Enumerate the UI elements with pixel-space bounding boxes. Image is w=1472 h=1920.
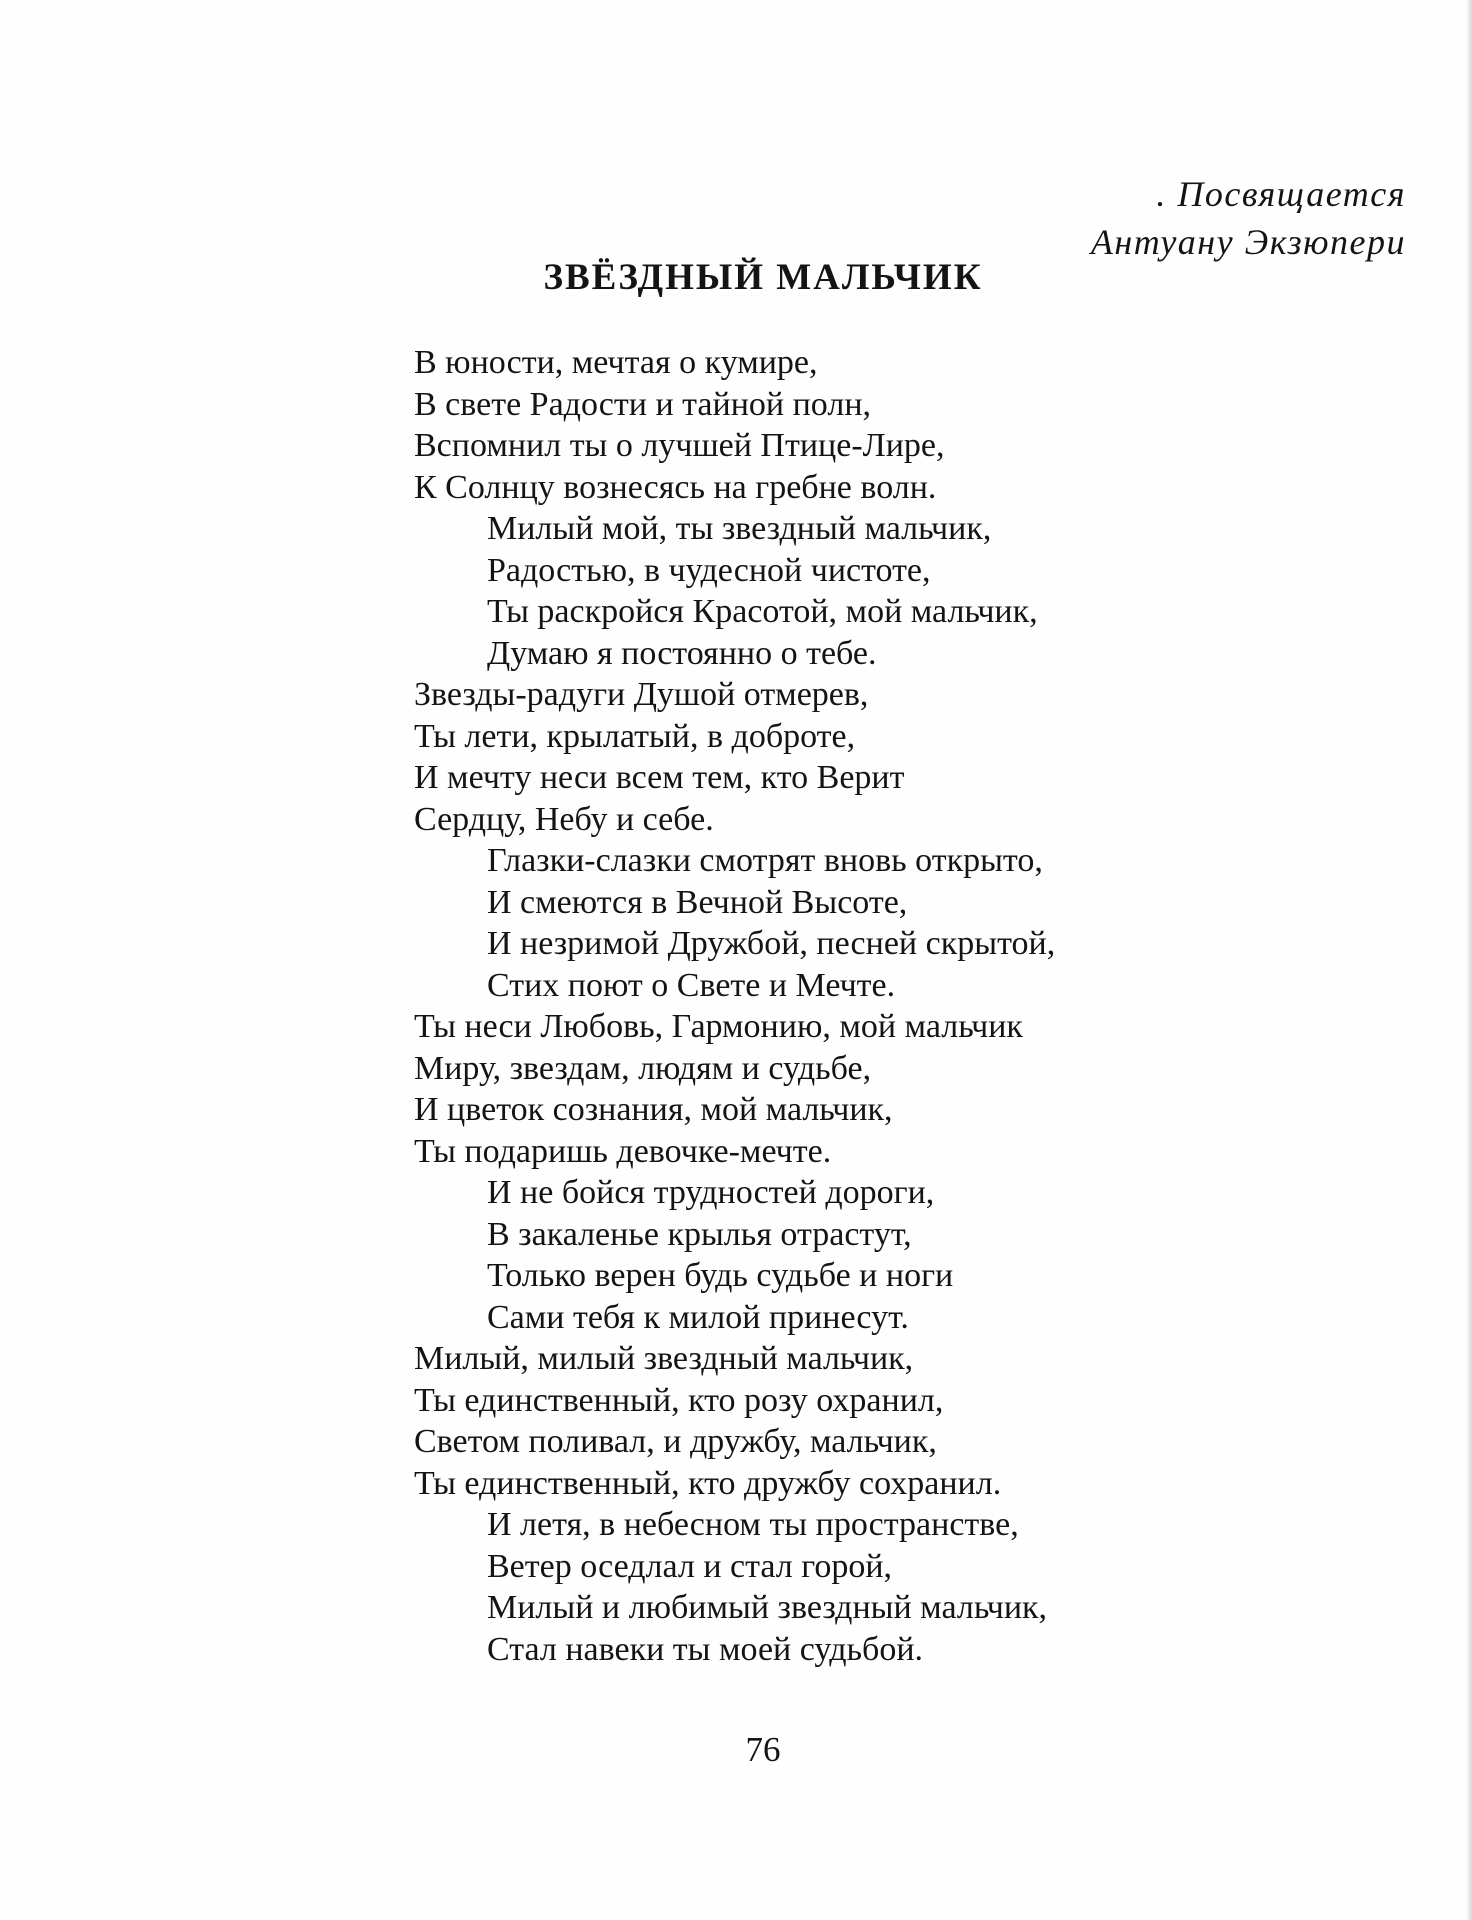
poem-line: В юности, мечтая о кумире, (414, 344, 818, 381)
poem-line: Стих поют о Свете и Мечте. (487, 966, 896, 1004)
dedication-line-2: Антуану Экзюпери (1090, 222, 1406, 262)
poem-line: Милый и любимый звездный мальчик, (487, 1589, 1048, 1626)
page-number: 76 (745, 1730, 781, 1769)
poem-line: Ты подаришь девочке-мечте. (414, 1132, 832, 1170)
poem-body (414, 342, 1414, 1670)
poem-line: Вспомнил ты о лучшей Птице-Лире, (414, 427, 945, 464)
poem-line: И мечту неси всем тем, кто Верит (414, 759, 905, 796)
poem-line: В закаленье крылья отрастут, (487, 1215, 912, 1253)
poem-line: Звезды-радуги Душой отмерев, (414, 676, 869, 713)
poem-title: ЗВЁЗДНЫЙ МАЛЬЧИК (543, 257, 983, 298)
dedication-line-1: . Посвящается (1156, 174, 1406, 214)
poem-line: Ты единственный, кто дружбу сохранил. (414, 1464, 1002, 1502)
poem-line: Милый мой, ты звездный мальчик, (487, 510, 992, 547)
poem-line: Ты единственный, кто розу охранил, (414, 1381, 944, 1419)
poem-line: Миру, звездам, людям и судьбе, (414, 1049, 872, 1087)
poem-line: Ветер оседлал и стал горой, (487, 1547, 893, 1585)
poem-line: И смеются в Вечной Высоте, (487, 883, 908, 921)
poem-line: Думаю я постоянно о тебе. (487, 634, 877, 672)
poem-line: К Солнцу вознесясь на гребне волн. (414, 468, 937, 506)
poem-line: Только верен будь судьбе и ноги (487, 1257, 954, 1294)
poem-line: Стал навеки ты моей судьбой. (487, 1630, 924, 1668)
poem-line: Сердцу, Небу и себе. (414, 800, 714, 838)
poem-line: Милый, милый звездный мальчик, (414, 1340, 914, 1377)
poem-line: Радостью, в чудесной чистоте, (487, 551, 931, 589)
poem-line: Глазки-слазки смотрят вновь открыто, (487, 842, 1043, 879)
poem-line: Сами тебя к милой принесут. (487, 1298, 909, 1336)
poem-line: Ты неси Любовь, Гармонию, мой мальчик (414, 1008, 1023, 1045)
poem-line: Ты раскройся Красотой, мой мальчик, (487, 593, 1038, 630)
poem-line: И незримой Дружбой, песней скрытой, (487, 925, 1056, 962)
poem-line: Светом поливал, и дружбу, мальчик, (414, 1423, 937, 1460)
poem-line: И летя, в небесном ты пространстве, (487, 1506, 1019, 1543)
poem-line: Ты лети, крылатый, в доброте, (414, 717, 856, 755)
poem-line: В свете Радости и тайной полн, (414, 385, 872, 423)
poem-line: И не бойся трудностей дороги, (487, 1174, 935, 1211)
poem-line: И цветок сознания, мой мальчик, (414, 1091, 893, 1128)
